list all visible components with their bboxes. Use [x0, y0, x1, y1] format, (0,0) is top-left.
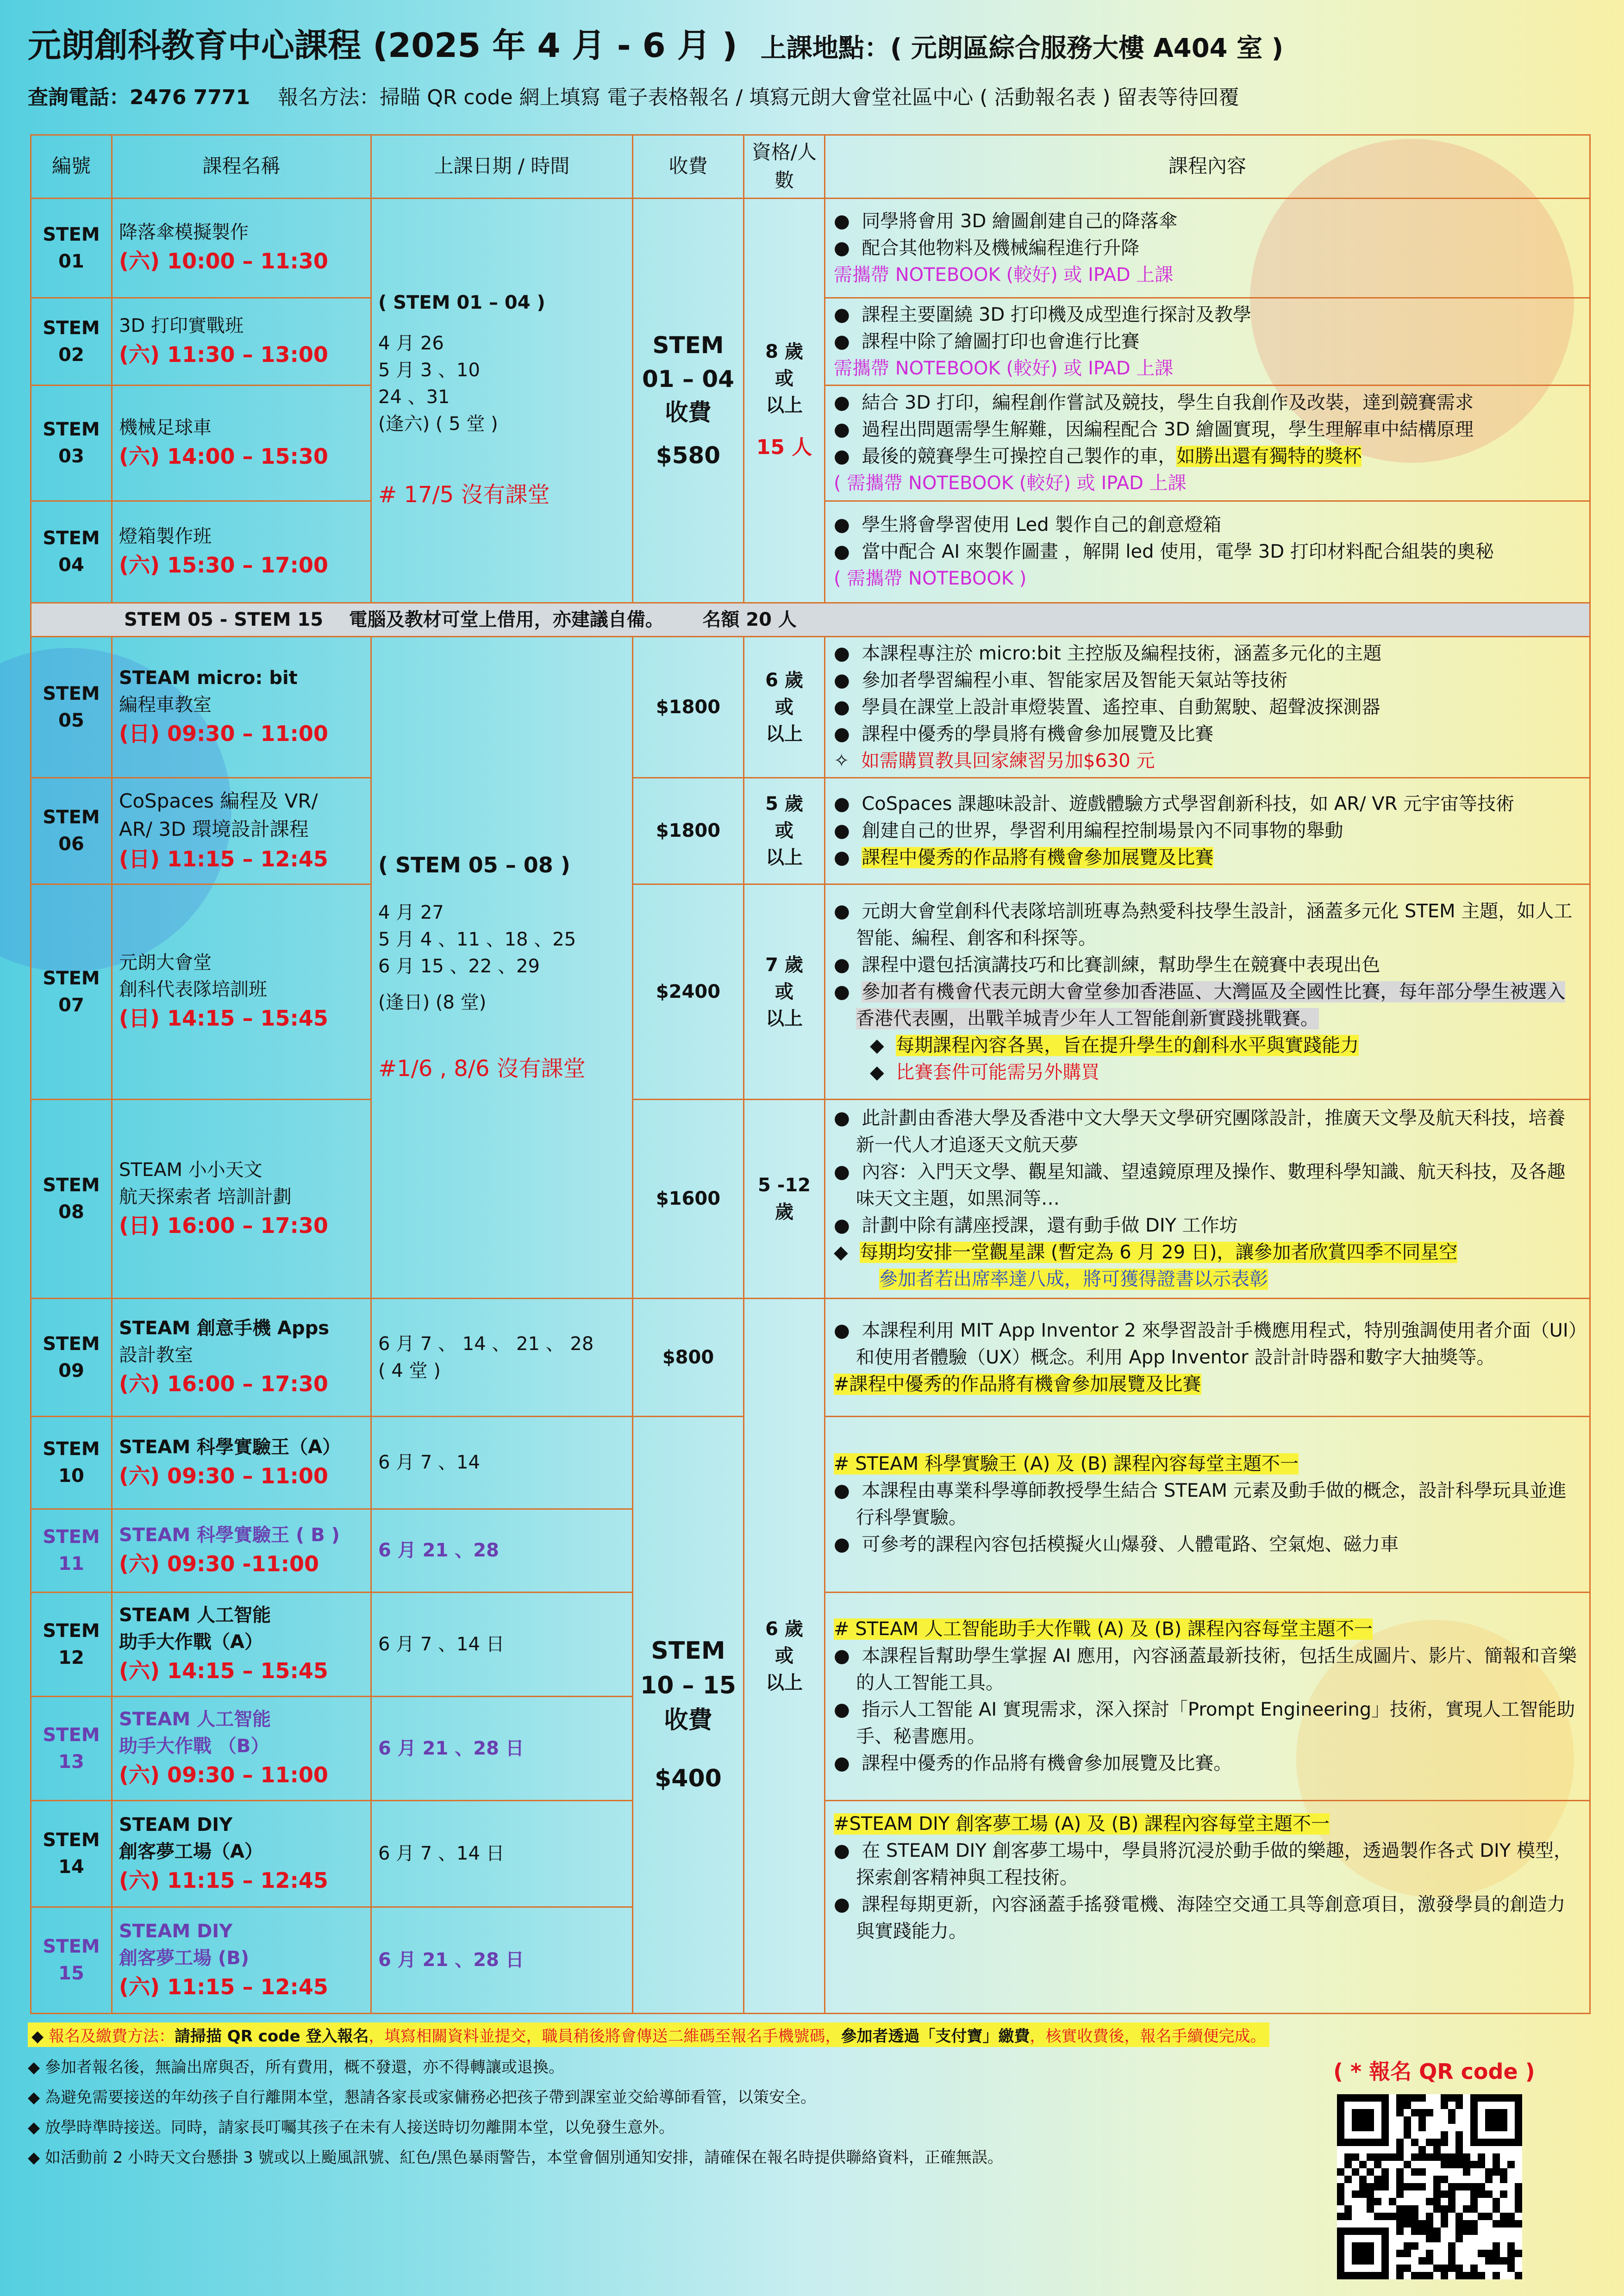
- table-row: [31, 1099, 1590, 1298]
- course-code: STEM 05: [31, 636, 112, 778]
- header: [28, 19, 1602, 110]
- course-dates: 6 月 21 、28: [371, 1509, 633, 1592]
- course-dates: 6 月 7 、14 日: [371, 1592, 633, 1696]
- col-header: 課程名稱: [112, 135, 371, 199]
- course-content: #STEAM DIY 創客夢工場 (A) 及 (B) 課程內容每堂主題不一 ● 在 STEAM DIY 創客夢工場中，學員將沉浸於動手做的樂趣，透過製作各式 DIY 模型，探索創客精神與工程技術。 ● 課程每期更新，內容涵蓋手搖發電機、海陸空交通工具等創意項目，激發學員的創造力與實踐能力。: [825, 1800, 1590, 2013]
- course-code: STEM 04: [31, 501, 112, 603]
- course-name: 元朗大會堂 創科代表隊培訓班 (日) 14:15 – 15:45: [112, 884, 371, 1099]
- col-header: 上課日期 / 時間: [371, 135, 633, 199]
- course-code: STEM 09: [31, 1298, 112, 1416]
- course-dates: 6 月 7 、14 日: [371, 1800, 633, 1907]
- course-dates: 6 月 21 、28 日: [371, 1907, 633, 2013]
- course-name: 機械足球車 (六) 14:00 – 15:30: [112, 385, 371, 501]
- course-name: 燈箱製作班 (六) 15:30 – 17:00: [112, 501, 371, 603]
- no-class-note: #1/6 , 8/6 沒有課堂: [378, 1055, 586, 1082]
- course-code: STEM 02: [31, 298, 112, 385]
- course-content: ● 課程主要圍繞 3D 打印機及成型進行探討及教學 ● 課程中除了繪圖打印也會進行比賽 需攜帶 NOTEBOOK (較好) 或 IPAD 上課: [825, 298, 1590, 385]
- course-content: ● 本課程專注於 micro:bit 主控版及編程技術，涵蓋多元化的主題 ● 參加者學習編程小車、智能家居及智能天氣站等技術 ● 學員在課堂上設計車燈裝置、遙控車、自動駕駛、超聲波探測器 ● 課程中優秀的學員將有機會參加展覽及比賽 ✧ 如需購買教具回家練習另加$630 元: [825, 636, 1590, 778]
- course-dates: 6 月 21 、28 日: [371, 1696, 633, 1800]
- table-row: [31, 884, 1590, 1099]
- venue: 上課地點：( 元朗區綜合服務大樓 A404 室 ): [760, 33, 1284, 63]
- course-name: STEAM 人工智能 助手大作戰（A） (六) 14:15 – 15:45: [112, 1592, 371, 1696]
- col-header: 資格/人數: [744, 135, 825, 199]
- footer-line: ◆ 參加者報名後，無論出席與否，所有費用，概不發還，亦不得轉讓或退換。: [28, 2058, 564, 2077]
- footer-line: ◆ 放學時準時接送。同時，請家長叮囑其孩子在未有人接送時切勿離開本堂，以免發生意外。: [28, 2118, 675, 2137]
- group1-dates: ( STEM 01 – 04 ) 4 月 26 5 月 3 、10 24 、31 (逢六) ( 5 堂 ) # 17/5 沒有課堂: [371, 198, 633, 603]
- col-header: 收費: [633, 135, 744, 199]
- group3-fee: STEM 10 – 15 收費 $400: [633, 1416, 744, 2013]
- no-class-note: # 17/5 沒有課堂: [378, 482, 550, 508]
- course-code: STEM 11: [31, 1509, 112, 1592]
- course-name: STEAM 科學實驗王（A） (六) 09:30 – 11:00: [112, 1416, 371, 1509]
- info-banner: STEM 05 - STEM 15 電腦及教材可堂上借用，亦建議自備。 名額 20 人: [31, 603, 1590, 636]
- course-content: ● 同學將會用 3D 繪圖創建自己的降落傘 ● 配合其他物料及機械編程進行升降 需攜帶 NOTEBOOK (較好) 或 IPAD 上課: [825, 198, 1590, 298]
- course-name: STEAM 創意手機 Apps 設計教室 (六) 16:00 – 17:30: [112, 1298, 371, 1416]
- group3-age: 6 歲 或 以上: [744, 1298, 825, 2013]
- qr-label: ( * 報名 QR code ): [1333, 2059, 1535, 2084]
- course-content: # STEAM 科學實驗王 (A) 及 (B) 課程內容每堂主題不一 ● 本課程由專業科學導師教授學生結合 STEAM 元素及動手做的概念，設計科學玩具並進行科學實驗。 ● 可參考的課程內容包括模擬火山爆發、人體電路、空氣炮、磁力車: [825, 1416, 1590, 1592]
- course-content: ● 此計劃由香港大學及香港中文大學天文學研究團隊設計，推廣天文學及航天科技，培養新一代人才追逐天文航天夢 ● 內容：入門天文學、觀星知識、望遠鏡原理及操作、數理科學知識、航天科技，及各趣味天文主題，如黑洞等… ● 計劃中除有講座授課，還有動手做 DIY 工作坊 ◆ 每期均安排一堂觀星課 (暫定為 6 月 29 日)，讓參加者欣賞四季不同星空 參加者若出席率達八成，將可獲得證書以示表彰: [825, 1099, 1590, 1298]
- course-name: 3D 打印實戰班 (六) 11:30 – 13:00: [112, 298, 371, 385]
- course-code: STEM 01: [31, 198, 112, 298]
- course-dates: 6 月 7 、14: [371, 1416, 633, 1509]
- course-fee: $1600: [633, 1099, 744, 1298]
- course-age: 7 歲 或 以上: [744, 884, 825, 1099]
- course-name: STEAM micro: bit 編程車教室 (日) 09:30 – 11:00: [112, 636, 371, 778]
- course-fee: $1800: [633, 778, 744, 884]
- course-name: STEAM DIY 創客夢工場（A） (六) 11:15 – 12:45: [112, 1800, 371, 1907]
- qr-code-icon[interactable]: [1337, 2094, 1522, 2279]
- footer-line: ◆ 報名及繳費方法：請掃描 QR code 登入報名，填寫相關資料並提交，職員稍後將會傳送二維碼至報名手機號碼，參加者透過「支付寶」繳費，核實收費後，報名手續便完成。: [28, 2022, 1269, 2047]
- course-content: ● 元朗大會堂創科代表隊培訓班專為熱愛科技學生設計，涵蓋多元化 STEM 主題，如人工智能、編程、創客和科探等。 ● 課程中還包括演講技巧和比賽訓練，幫助學生在競賽中表現出色 ● 參加者有機會代表元朗大會堂參加香港區、大灣區及全國性比賽，每年部分學生被選入香港代表團，出戰羊城青少年人工智能創新實踐挑戰賽。 ◆ 每期課程內容各異，旨在提升學生的創科水平與實踐能力 ◆ 比賽套件可能需另外購買: [825, 884, 1590, 1099]
- course-content: # STEAM 人工智能助手大作戰 (A) 及 (B) 課程內容每堂主題不一 ● 本課程旨幫助學生掌握 AI 應用，內容涵蓋最新技術，包括生成圖片、影片、簡報和音樂的人工智能工具。 ● 指示人工智能 AI 實現需求，深入探討「Prompt Engineering」技術，實現人工智能助手、秘書應用。 ● 課程中優秀的作品將有機會參加展覽及比賽。: [825, 1592, 1590, 1800]
- course-code: STEM 06: [31, 778, 112, 884]
- course-fee: $800: [633, 1298, 744, 1416]
- table-row: [31, 1298, 1590, 1416]
- qr-code-graphic: [1337, 2094, 1522, 2279]
- footer-line: ◆ 為避免需要接送的年幼孩子自行離開本堂，懇請各家長或家傭務必把孩子帶到課室並交給導師看管，以策安全。: [28, 2088, 816, 2107]
- group2-dates: ( STEM 05 – 08 ) 4 月 27 5 月 4 、11 、18 、25 6 月 15 、22 、29 (逢日) (8 堂) #1/6 , 8/6 沒有課堂: [371, 636, 633, 1298]
- table-header: [31, 135, 1590, 199]
- course-name: CoSpaces 編程及 VR/ AR/ 3D 環境設計課程 (日) 11:15 – 12:45: [112, 778, 371, 884]
- page-title: 元朗創科教育中心課程 (2025 年 4 月 - 6 月 ) 上課地點：( 元朗區綜合服務大樓 A404 室 ): [28, 26, 1284, 65]
- course-code: STEM 14: [31, 1800, 112, 1907]
- course-code: STEM 03: [31, 385, 112, 501]
- table-row: [31, 778, 1590, 884]
- course-dates: 6 月 7 、 14 、 21 、 28 ( 4 堂 ): [371, 1298, 633, 1416]
- course-code: STEM 07: [31, 884, 112, 1099]
- course-age: 6 歲 或 以上: [744, 636, 825, 778]
- course-code: STEM 15: [31, 1907, 112, 2013]
- course-code: STEM 08: [31, 1099, 112, 1298]
- table-row: [31, 636, 1590, 778]
- course-code: STEM 13: [31, 1696, 112, 1800]
- course-content: ● 本課程利用 MIT App Inventor 2 來學習設計手機應用程式，特別強調使用者介面（UI）和使用者體驗（UX）概念。利用 App Inventor 設計計時器和數字大抽獎等。 #課程中優秀的作品將有機會參加展覽及比賽: [825, 1298, 1590, 1416]
- course-table: [30, 134, 1591, 2014]
- contact-line: [28, 81, 1602, 110]
- course-name: STEAM 人工智能 助手大作戰 （B） (六) 09:30 – 11:00: [112, 1696, 371, 1800]
- course-age: 5 -12 歲: [744, 1099, 825, 1298]
- group1-fee: STEM 01 – 04 收費 $580: [633, 198, 744, 603]
- course-content: ● CoSpaces 課趣味設計、遊戲體驗方式學習創新科技，如 AR/ VR 元宇宙等技術 ● 創建自己的世界，學習利用編程控制場景內不同事物的舉動 ● 課程中優秀的作品將有機會參加展覽及比賽: [825, 778, 1590, 884]
- footer-line: ◆ 如活動前 2 小時天文台懸掛 3 號或以上颱風訊號、紅色/黑色暴雨警告，本堂會個別通知安排，請確保在報名時提供聯絡資料，正確無誤。: [28, 2148, 1003, 2167]
- course-content: ● 結合 3D 打印，編程創作嘗試及競技，學生自我創作及改裝，達到競賽需求 ● 過程出問題需學生解難，因編程配合 3D 繪圖實現，學生理解車中結構原理 ● 最後的競賽學生可操控自己製作的車，如勝出還有獨特的獎杯 ( 需攜帶 NOTEBOOK (較好) 或 IPAD 上課: [825, 385, 1590, 501]
- course-content: ● 學生將會學習使用 Led 製作自己的創意燈箱 ● 當中配合 AI 來製作圖畫 ，解開 led 使用，電學 3D 打印材料配合組裝的奧秘 ( 需攜帶 NOTEBOOK ): [825, 501, 1590, 603]
- table-row: [31, 198, 1590, 298]
- phone: 查詢電話：2476 7771: [28, 86, 250, 109]
- course-name: STEAM 小小天文 航天探索者 培訓計劃 (日) 16:00 – 17:30: [112, 1099, 371, 1298]
- course-fee: $1800: [633, 636, 744, 778]
- registration-method: 報名方法：掃瞄 QR code 網上填寫 電子表格報名 / 填寫元朗大會堂社區中心 ( 活動報名表 ) 留表等待回覆: [278, 86, 1239, 109]
- course-name: STEAM DIY 創客夢工場 (B) (六) 11:15 – 12:45: [112, 1907, 371, 2013]
- col-header: 課程內容: [825, 135, 1590, 199]
- course-code: STEM 12: [31, 1592, 112, 1696]
- course-fee: $2400: [633, 884, 744, 1099]
- course-name: 降落傘模擬製作 (六) 10:00 – 11:30: [112, 198, 371, 298]
- course-code: STEM 10: [31, 1416, 112, 1509]
- course-name: STEAM 科學實驗王 ( B ) (六) 09:30 -11:00: [112, 1509, 371, 1592]
- col-header: 編號: [31, 135, 112, 199]
- course-age: 5 歲 或 以上: [744, 778, 825, 884]
- group1-age: 8 歲 或 以上 15 人: [744, 198, 825, 603]
